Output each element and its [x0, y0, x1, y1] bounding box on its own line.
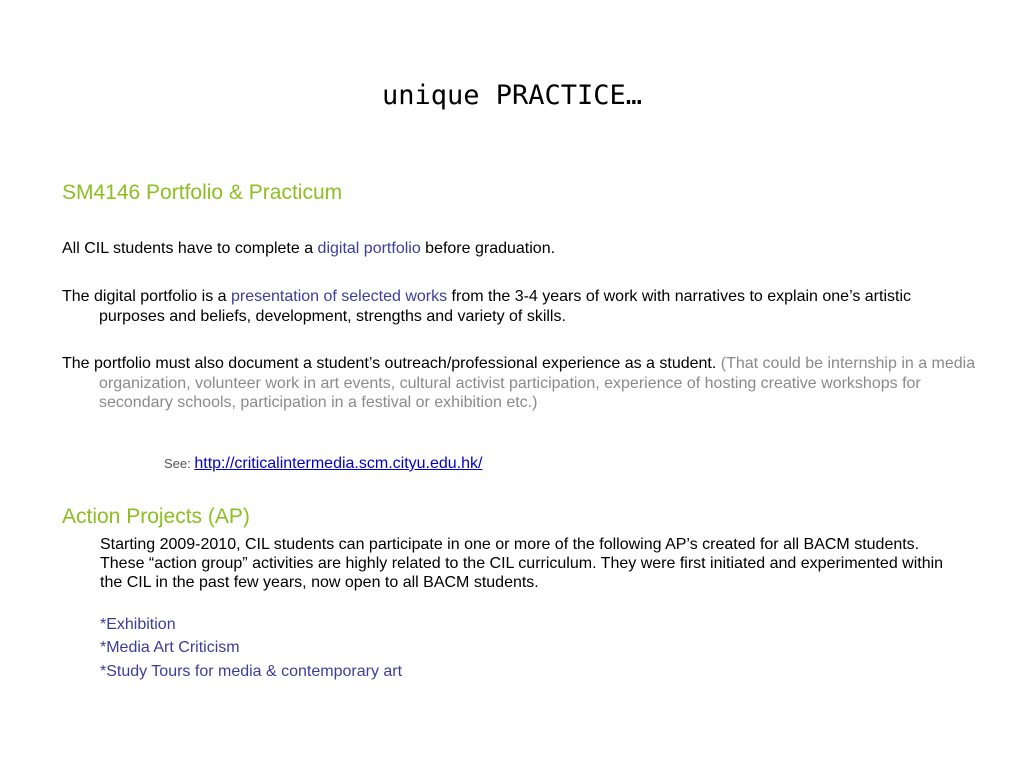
action-projects-description: Starting 2009-2010, CIL students can participate in one or more of the following AP’s created for all BACM students. These “action group” activities are highly related to the CIL curriculum. They were first initiated and experimented within the CIL in the past few years, now open to all BACM students. — [100, 536, 944, 591]
see-line — [164, 455, 482, 473]
action-project-item: *Exhibition — [100, 616, 176, 633]
paragraph-outreach-experience — [62, 354, 979, 413]
paragraph-portfolio-requirement — [62, 239, 979, 259]
note-outreach-examples: (That could be internship in a media organization, volunteer work in art events, cultural activist participation, experience of hosting creative workshops for secondary schools, participation in a festival or exhibition etc.) — [99, 355, 976, 411]
section-heading-action-projects: Action Projects (AP) — [62, 505, 250, 528]
text-segment: The digital portfolio is a — [62, 288, 231, 305]
paragraph-portfolio-description — [62, 287, 979, 326]
text-segment: All CIL students have to complete a — [62, 240, 318, 257]
cil-website-link[interactable]: http://criticalintermedia.scm.cityu.edu.hk/ — [194, 455, 483, 472]
section-heading-portfolio: SM4146 Portfolio & Practicum — [62, 181, 343, 204]
see-label: See: — [164, 456, 195, 471]
action-project-item: *Study Tours for media & contemporary art — [100, 663, 403, 680]
highlight-digital-portfolio: digital portfolio — [317, 240, 421, 257]
action-project-item: *Media Art Criticism — [100, 639, 240, 656]
slide-title: unique PRACTICE… — [381, 80, 643, 111]
text-segment: before graduation. — [420, 240, 556, 257]
highlight-selected-works: presentation of selected works — [230, 288, 448, 305]
text-segment: from the 3-4 years of work with narratives to explain one’s artistic purposes and beliefs, development, strengths and variety of skills. — [99, 288, 912, 325]
text-segment: The portfolio must also document a student’s outreach/professional experience as a student. — [62, 355, 721, 372]
